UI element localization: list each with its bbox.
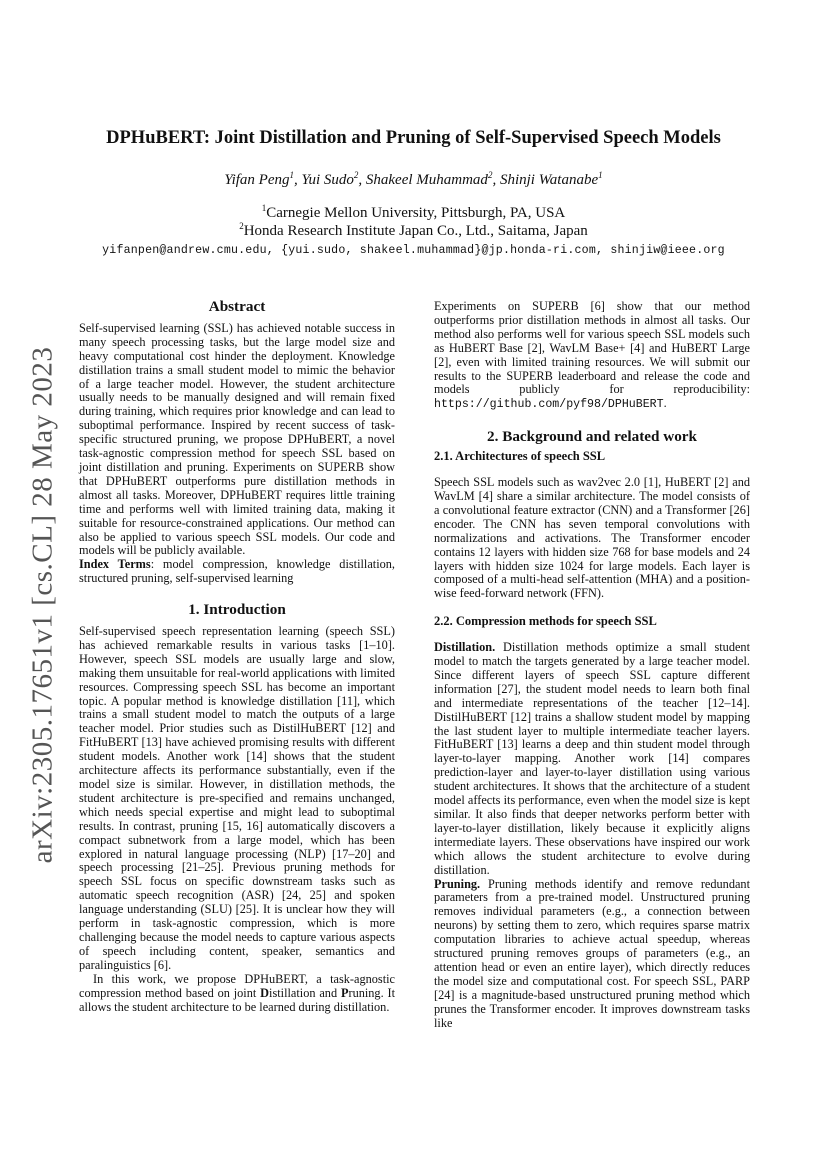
introduction-heading: 1. Introduction (188, 601, 286, 619)
section-2-heading: 2. Background and related work (487, 428, 697, 446)
author-name: Yui Sudo (301, 172, 354, 188)
author-emails: yifanpen@andrew.cmu.edu, {yui.sudo, shakeel.muhammad}@jp.honda-ri.com, shinjiw@ieee.org (102, 244, 725, 257)
affiliation-1 (0, 203, 827, 222)
pruning-label: Pruning. (434, 876, 481, 891)
affiliation-number: 2 (239, 221, 244, 231)
author-name: Yifan Peng (224, 172, 290, 188)
index-terms-label: Index Terms (79, 557, 151, 572)
subsection-2-2-heading: 2.2. Compression methods for speech SSL (434, 614, 657, 629)
pruning-paragraph: Pruning. Pruning methods identify and remove redundant parameters from a pre-trained model. Unstructured pruning removes individual parameters (e.g., a connection between neurons) by setting them to zero, which requires sparse matrix computation libraries to achieve actual speedup, whereas structured pruning removes groups of parameters (e.g., an attention head or even an entire layer), which directly reduces the model size and computational cost. For speech SSL, PARP [24] is a magnitude-based unstructured pruning method which prunes the Transformer encoder. It improves downstream tasks like (434, 876, 750, 1030)
index-terms-text: : model compression, knowledge distillation, structured pruning, self-supervised learning (79, 557, 395, 586)
subsection-2-1-heading: 2.1. Architectures of speech SSL (434, 449, 606, 464)
author-list: Yifan Peng$^1$, Yui Sudo$^2$, Shakeel Muhammad$^2$, Shinji Watanabe$^1$ (224, 170, 603, 188)
affiliation-text: Carnegie Mellon University, Pittsburgh, PA, USA (266, 205, 566, 221)
author-name: Shakeel Muhammad (365, 172, 488, 188)
arxiv-identifier: arXiv:2305.17651v1 [cs.CL] 28 May 2023 (26, 346, 59, 864)
affiliation-number: 1 (261, 203, 267, 213)
author-affiliation-mark: 1 (289, 170, 294, 180)
intro-paragraph-1: Self-supervised speech representation learning (speech SSL) has achieved remarkable results in various tasks [1–10]. However, speech SSL models are usually large and slow, making them unsuitable for real-world applications with limited resources. Compressing speech SSL has become an important topic. A popular method is knowledge distillation [11], which trains a small student model to match the outputs of a large teacher model. Prior studies such as DistilHuBERT [12] and FitHuBERT [13] have achieved promising results with different student models. Another work [14] shows that the student architecture affects its performance substantially, even if the model size is similar. However, in distillation methods, the student architecture is pre-specified and remains unchanged, which needs special expertise and might lead to suboptimal results. In contrast, pruning [15, 16] automatically discovers a compact subnetwork from a large model, which has been explored in natural language processing (NLP) [17–20] and speech processing [21–25]. Previous pruning methods for speech SSL focus on specific downstream tasks such as automatic speech recognition (ASR) [24, 25] and spoken language understanding (SLU) [25]. It is unclear how they will perform in task-agnostic compression, which is more challenging because the model needs to capture various aspects of speech including content, speaker, semantics and paralinguistics [6]. (79, 624, 395, 972)
author-affiliation-mark: 2 (353, 170, 359, 180)
author-affiliation-mark: 1 (598, 170, 603, 180)
paper-title: DPHuBERT: Joint Distillation and Pruning of Self-Supervised Speech Models (106, 128, 721, 148)
distillation-paragraph: Distillation. Distillation methods optimize a small student model to match the targets generated by a large teacher model. Since different layers of speech SSL capture different information [27], the student model needs to learn both final and intermediate representations of the teacher [12–14]. DistilHuBERT [12] trains a shallow student model by mapping the last student layer to multiple intermediate teacher layers. FitHuBERT [13] learns a deep and thin student model through layer-to-layer mapping. Another work [14] compares prediction-layer and layer-to-layer distillation using various student architectures. It shows that the architecture of a student model affects its performance, even when the model size is kept similar. It also finds that deeper networks perform better with layer-to-layer distillation, likely because it explicitly aligns intermediate layers. These observations have inspired our work which allows the student architecture to evolve during distillation. (434, 640, 750, 877)
author-affiliation-mark: 2 (487, 170, 493, 180)
architectures-paragraph: Speech SSL models such as wav2vec 2.0 [1], HuBERT [2] and WavLM [4] share a similar architecture. The model consists of a convolutional feature extractor (CNN) and a Transformer [26] encoder. The CNN has seven temporal convolutions with normalizations and activations. The Transformer encoder contains 12 layers with hidden size 768 for base models and 24 layers with hidden size 1024 for large models. Each layer is composed of a multi-head self-attention (MHA) and a position-wise feed-forward network (FFN). (434, 475, 750, 601)
intro-continued-paragraph: Experiments on SUPERB [6] show that our method outperforms prior distillation methods in almost all tasks. Our method also performs well for various speech SSL models such as HuBERT Base [2], WavLM Base+ [4] and HuBERT Large [2], even with limited training resources. We will submit our results to the SUPERB leaderboard and release the code and models publicly for reproducibility: https://github.com/pyf98/DPHuBERT. (434, 299, 750, 412)
left-column (79, 300, 395, 1014)
affiliation-2 (0, 221, 827, 240)
distillation-label: Distillation. (434, 640, 496, 655)
arxiv-sidebar (18, 345, 68, 865)
index-terms (79, 558, 395, 586)
abstract-heading: Abstract (208, 298, 266, 315)
code-url-link[interactable]: https://github.com/pyf98/DPHuBERT (434, 398, 664, 412)
affiliation-text: Honda Research Institute Japan Co., Ltd., Saitama, Japan (243, 223, 588, 239)
right-column (434, 300, 750, 1031)
author-name: Shinji Watanabe (499, 172, 599, 188)
abstract-text: Self-supervised learning (SSL) has achieved notable success in many speech processing tasks, but the large model size and heavy computational cost hinder the deployment. Knowledge distillation trains a small student model to mimic the behavior of a large teacher model. However, the student architecture usually needs to be manually designed and will remain fixed during training, which requires prior knowledge and can lead to suboptimal performance. Inspired by recent success of task-specific structured pruning, we propose DPHuBERT, a novel task-agnostic compression method for speech SSL based on joint distillation and pruning. Experiments on SUPERB show that DPHuBERT outperforms pure distillation methods in almost all tasks. Moreover, DPHuBERT requires little training time and performs well with limited training data, making it suitable for resource-constrained applications. Our method can also be applied to various speech SSL models. Our code and models will be publicly available. (79, 320, 395, 558)
intro-paragraph-2: In this work, we propose DPHuBERT, a task-agnostic compression method based on joint Distillation and Pruning. It allows the student architecture to be learned during distillation. (79, 971, 396, 1014)
